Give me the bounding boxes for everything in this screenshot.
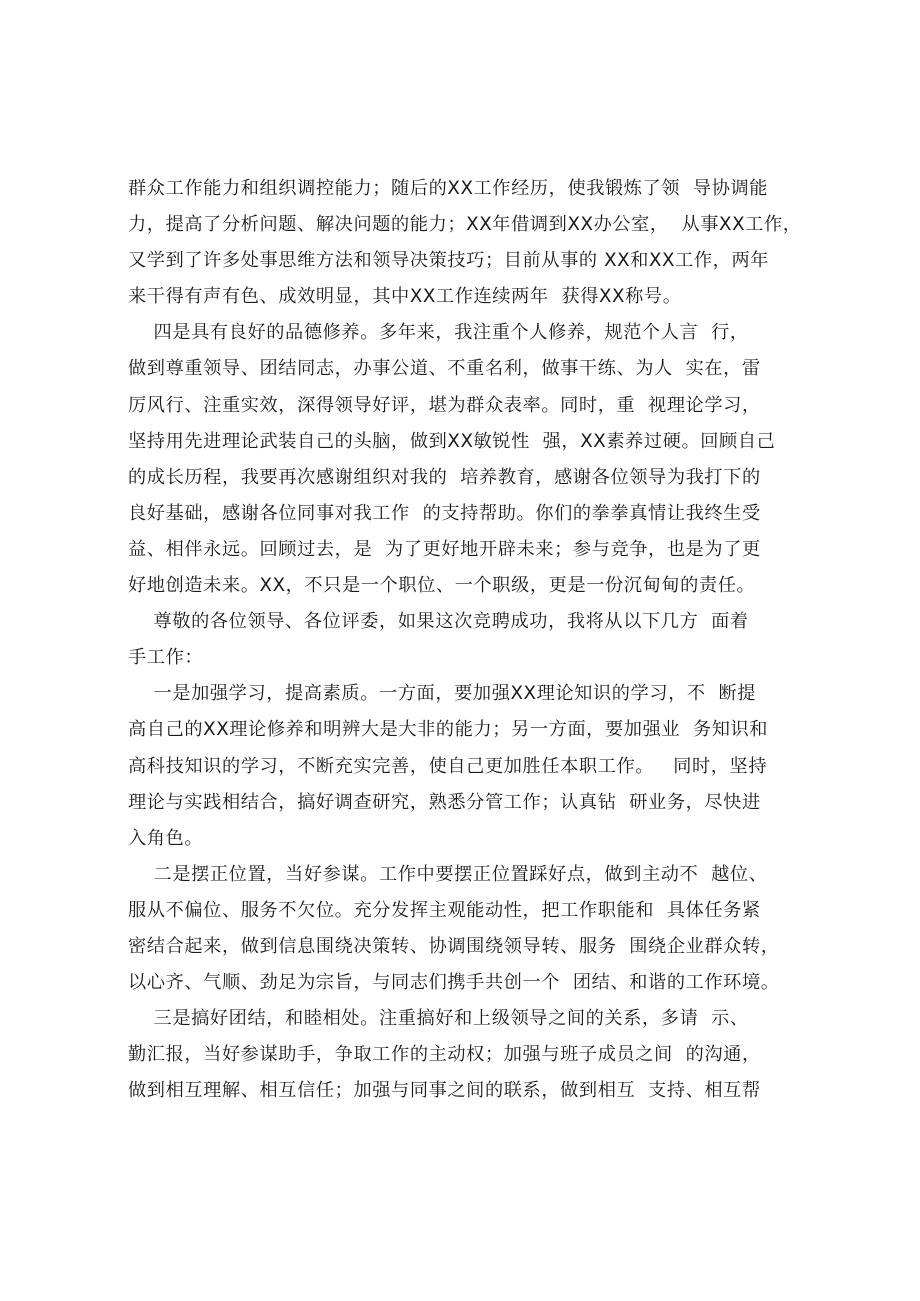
text-line: 力，提高了分析问题、解决问题的能力；XX年借调到XX办公室， 从事XX工作，	[128, 214, 802, 236]
text-line: 高自己的XX理论修养和明辨大是大非的能力；另一方面，要加强业 务知识和	[128, 719, 769, 741]
text-line: 益、相伴永远。回顾过去，是 为了更好地开辟未来；参与竞争，也是为了更	[128, 538, 761, 560]
text-line: 密结合起来，做到信息围绕决策转、协调围绕领导转、服务 围绕企业群众转，	[128, 935, 780, 957]
text-line: 二是摆正位置，当好参谋。工作中要摆正位置踩好点，做到主动不 越位、	[128, 863, 768, 885]
text-line: 群众工作能力和组织调控能力；随后的XX工作经历，使我锻炼了领 导协调能	[128, 178, 769, 199]
document-body	[128, 171, 808, 1109]
text-line: 厉风行、注重实效，深得领导好评，堪为群众表率。同时，重 视理论学习，	[128, 394, 761, 416]
text-line: 一是加强学习，提高素质。一方面，要加强XX理论知识的学习，不 断提	[128, 683, 757, 705]
text-line: 入角色。	[128, 827, 204, 849]
text-line: 好地创造未来。XX，不只是一个职位、一个职级，更是一份沉甸甸的责任。	[128, 575, 756, 597]
text-line: 服从不偏位、服务不欠位。充分发挥主观能动性，把工作职能和 具体任务紧	[128, 899, 761, 921]
text-line: 三是搞好团结，和睦相处。注重搞好和上级领导之间的关系，多请 示、	[128, 1008, 749, 1030]
text-line: 勤汇报，当好参谋助手，争取工作的主动权；加强与班子成员之间 的沟通，	[128, 1044, 761, 1066]
text-line: 四是具有良好的品德修养。多年来，我注重个人修养，规范个人言 行，	[128, 322, 749, 344]
text-line: 做到尊重领导、团结同志，办事公道、不重名利，做事干练、为人 实在，雷	[128, 358, 761, 380]
text-line: 做到相互理解、相互信任；加强与同事之间的联系，做到相互 支持、相互帮	[128, 1080, 761, 1102]
text-line: 手工作：	[128, 647, 204, 669]
text-line: 高科技知识的学习，不断充实完善，使自己更加胜任本职工作。 同时，坚持	[128, 755, 768, 777]
text-line: 来干得有声有色、成效明显，其中XX工作连续两年 获得XX称号。	[128, 286, 682, 308]
text-line: 尊敬的各位领导、各位评委，如果这次竞聘成功，我将从以下几方 面着	[128, 611, 749, 633]
text-line: 以心齐、气顺、劲足为宗旨，与同志们携手共创一个 团结、和谐的工作环境。	[128, 972, 780, 994]
text-line: 理论与实践相结合，搞好调查研究，熟悉分管工作；认真钻 研业务，尽快进	[128, 791, 761, 813]
text-line: 良好基础，感谢各位同事对我工作 的支持帮助。你们的拳拳真情让我终生受	[128, 502, 761, 524]
text-line: 又学到了许多处事思维方法和领导决策技巧；目前从事的 XX和XX工作，两年	[128, 250, 770, 272]
text-line: 的成长历程，我要再次感谢组织对我的 培养教育，感谢各位领导为我打下的	[128, 466, 761, 488]
text-line: 坚持用先进理论武装自己的头脑，做到XX敏锐性 强，XX素养过硬。回顾自己	[128, 430, 776, 452]
